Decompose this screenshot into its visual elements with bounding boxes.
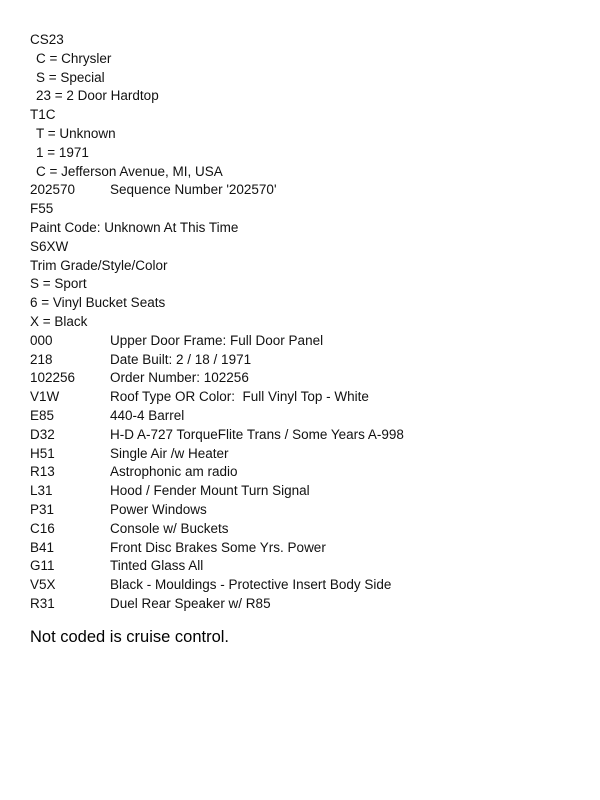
option-description: Front Disc Brakes Some Yrs. Power	[110, 539, 326, 555]
decode-line: 23 = 2 Door Hardtop	[36, 88, 159, 104]
paint-trim-line: X = Black	[30, 313, 88, 329]
option-description: H-D A-727 TorqueFlite Trans / Some Years A-998	[110, 426, 404, 442]
option-code: 000	[30, 332, 53, 348]
option-row	[30, 520, 590, 539]
option-description: Console w/ Buckets	[110, 520, 229, 536]
option-description: Astrophonic am radio	[110, 464, 238, 480]
option-code: E85	[30, 407, 55, 423]
option-description: Power Windows	[110, 501, 207, 517]
option-description: 440-4 Barrel	[110, 407, 185, 423]
option-row	[30, 482, 590, 501]
option-row	[30, 539, 590, 558]
option-row	[30, 426, 590, 445]
paint-trim-line: Trim Grade/Style/Color	[30, 257, 168, 273]
decode-line: T = Unknown	[36, 125, 116, 141]
option-row	[30, 445, 590, 464]
header-section	[30, 31, 590, 181]
paint-trim-section	[30, 200, 590, 332]
option-code: 102256	[30, 370, 76, 386]
option-code: P31	[30, 501, 55, 517]
option-code: L31	[30, 483, 53, 499]
option-code: R13	[30, 464, 55, 480]
option-code: V5X	[30, 577, 56, 593]
tag-code-line: T1C	[30, 107, 56, 123]
option-description: Single Air /w Heater	[110, 445, 229, 461]
option-description: Date Built: 2 / 18 / 1971	[110, 351, 252, 367]
option-row	[30, 369, 590, 388]
option-description: Order Number: 102256	[110, 370, 249, 386]
option-description: Hood / Fender Mount Turn Signal	[110, 483, 310, 499]
decode-line: C = Jefferson Avenue, MI, USA	[36, 163, 223, 179]
option-code: 202570	[30, 182, 76, 198]
option-row	[30, 576, 590, 595]
fender-tag-decode	[30, 31, 590, 614]
option-description: Duel Rear Speaker w/ R85	[110, 595, 271, 611]
option-row	[30, 557, 590, 576]
decode-line: C = Chrysler	[36, 50, 112, 66]
paint-trim-line: S = Sport	[30, 276, 87, 292]
option-row	[30, 595, 590, 614]
option-code: 218	[30, 351, 53, 367]
option-description: Black - Mouldings - Protective Insert Body Side	[110, 577, 392, 593]
option-row	[30, 332, 590, 351]
paint-trim-line: S6XW	[30, 238, 69, 254]
paint-trim-line: Paint Code: Unknown At This Time	[30, 219, 239, 235]
option-code: V1W	[30, 389, 60, 405]
option-code: R31	[30, 595, 55, 611]
option-description: Tinted Glass All	[110, 558, 204, 574]
option-code: G11	[30, 558, 55, 574]
option-row	[30, 407, 590, 426]
option-code: D32	[30, 426, 55, 442]
option-row	[30, 463, 590, 482]
decode-line: 1 = 1971	[36, 144, 89, 160]
option-row	[30, 501, 590, 520]
tag-code-line: CS23	[30, 32, 64, 47]
option-code: H51	[30, 445, 55, 461]
option-description: Sequence Number '202570'	[110, 182, 277, 198]
option-code: B41	[30, 539, 55, 555]
option-row	[30, 388, 590, 407]
option-list	[30, 332, 590, 614]
paint-trim-line: F55	[30, 201, 54, 217]
option-description: Upper Door Frame: Full Door Panel	[110, 332, 324, 348]
decode-line: S = Special	[36, 69, 105, 85]
paint-trim-line: 6 = Vinyl Bucket Seats	[30, 295, 166, 311]
footer-note: Not coded is cruise control.	[30, 628, 230, 646]
option-row	[30, 351, 590, 370]
option-code: C16	[30, 520, 55, 536]
option-description: Roof Type OR Color: Full Vinyl Top - White	[110, 389, 369, 405]
sequence-row	[30, 181, 590, 200]
